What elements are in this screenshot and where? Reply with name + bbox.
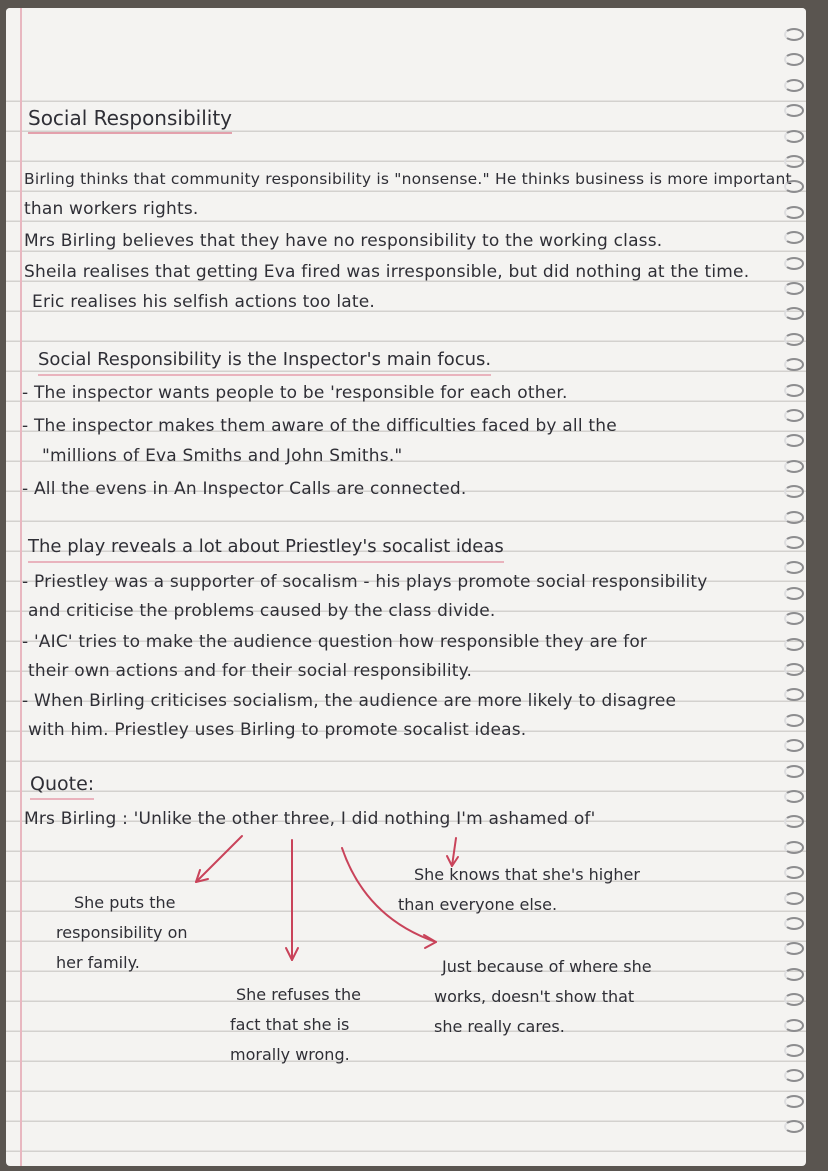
spiral-coil [784,841,804,854]
arrow-family [196,836,242,882]
spiral-coil [784,790,804,803]
note-family: She puts the responsibility on her family. [56,893,188,972]
spiral-coil [784,28,804,41]
note-morally: She refuses the fact that she is morally wrong. [230,985,361,1064]
section3-line: and criticise the problems caused by the class divide. [28,601,496,621]
section2-line: "millions of Eva Smiths and John Smiths." [42,446,403,466]
spiral-coil [784,282,804,295]
spiral-coil [784,1069,804,1082]
spiral-coil [784,130,804,143]
section2-line: - The inspector wants people to be 'responsible for each other. [22,383,568,403]
spiral-coil [784,231,804,244]
spiral-coil [784,434,804,447]
spiral-coil [784,1120,804,1133]
spiral-coil [784,104,804,117]
spiral-coil [784,536,804,549]
spiral-coil [784,358,804,371]
spiral-coil [784,765,804,778]
spiral-coil [784,942,804,955]
spiral-coil [784,561,804,574]
section2-line: - The inspector makes them aware of the difficulties faced by all the [22,416,617,436]
section2-title: Social Responsibility is the Inspector's main focus. [38,348,491,376]
quote-label: Quote: [30,772,94,800]
spiral-coil [784,460,804,473]
spiral-coil [784,587,804,600]
spiral-coil [784,79,804,92]
spiral-coil [784,892,804,905]
spiral-coil [784,714,804,727]
spiral-coil [784,155,804,168]
spiral-coil [784,1019,804,1032]
section3-line: - 'AIC' tries to make the audience question how responsible they are for [22,632,648,652]
section3-line: - Priestley was a supporter of socalism - his plays promote social responsibility [22,572,708,592]
spiral-coil [784,485,804,498]
spiral-coil [784,257,804,270]
spiral-coil [784,993,804,1006]
spiral-coil [784,511,804,524]
quote-text: Mrs Birling : 'Unlike the other three, I did nothing I'm ashamed of' [24,809,596,829]
section3-line: their own actions and for their social responsibility. [28,661,473,681]
section1-line: than workers rights. [24,199,199,219]
annotation-arrows [6,8,806,1166]
section3-title: The play reveals a lot about Priestley's socalist ideas [28,535,504,563]
spiral-coil [784,612,804,625]
section1-line: Sheila realises that getting Eva fired was irresponsible, but did nothing at the time. [24,262,750,282]
note-higher: She knows that she's higher than everyone else. [398,865,640,914]
spiral-coil [784,917,804,930]
notebook-page [6,8,806,1166]
spiral-coil [784,638,804,651]
spiral-coil [784,409,804,422]
arrow-cares-head [424,935,436,948]
spiral-coil [784,1095,804,1108]
section2-line: - All the evens in An Inspector Calls are connected. [22,479,467,499]
spiral-coil [784,739,804,752]
note-cares: Just because of where she works, doesn't show that she really cares. [434,957,652,1036]
section3-line: with him. Priestley uses Birling to promote socalist ideas. [28,720,527,740]
section1-line: Eric realises his selfish actions too late. [32,292,375,312]
spiral-coil [784,180,804,193]
spiral-coil [784,307,804,320]
spiral-coil [784,206,804,219]
spiral-binding [782,28,804,1153]
spiral-coil [784,1044,804,1057]
section3-line: - When Birling criticises socialism, the audience are more likely to disagree [22,691,677,711]
spiral-coil [784,53,804,66]
spiral-coil [784,663,804,676]
spiral-coil [784,384,804,397]
section1-line: Birling thinks that community responsibility is "nonsense." He thinks business is more important [24,170,792,188]
spiral-coil [784,815,804,828]
section1-line: Mrs Birling believes that they have no responsibility to the working class. [24,231,663,251]
spiral-coil [784,866,804,879]
spiral-coil [784,968,804,981]
spiral-coil [784,333,804,346]
spiral-coil [784,688,804,701]
section1-title: Social Responsibility [28,106,232,134]
